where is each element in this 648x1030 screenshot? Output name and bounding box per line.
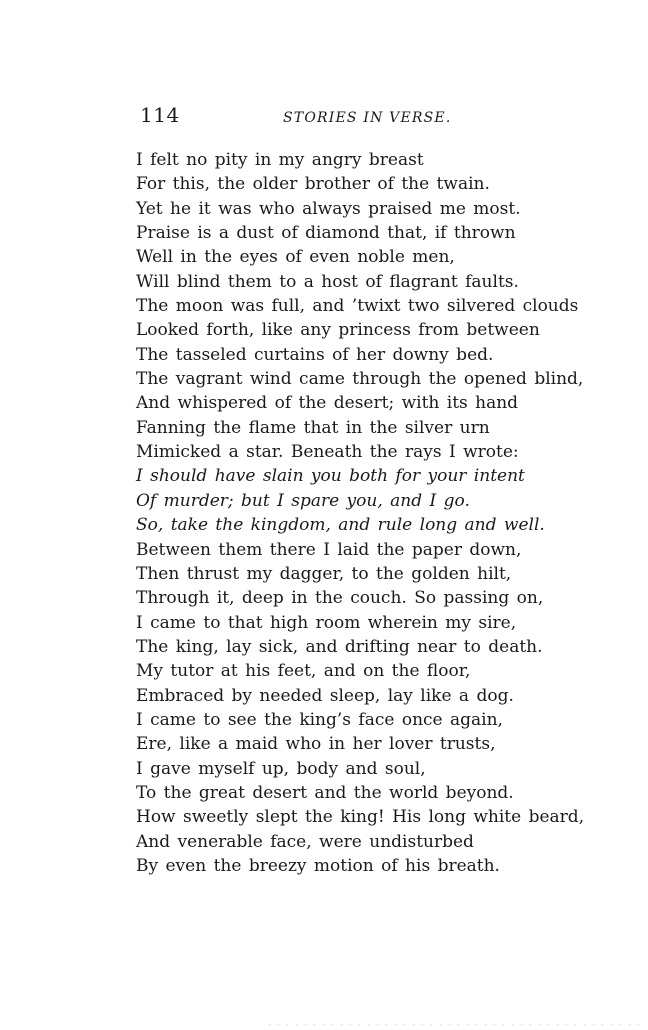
poem-body bbox=[136, 148, 606, 878]
poem-line: Fanning the flame that in the silver urn bbox=[136, 417, 490, 438]
poem-line: Through it, deep in the couch. So passing on, bbox=[136, 588, 544, 609]
poem-line: Praise is a dust of diamond that, if thrown bbox=[136, 223, 516, 244]
poem-line: I came to that high room wherein my sire, bbox=[136, 612, 517, 633]
poem-line: Ere, like a maid who in her lover trusts, bbox=[136, 734, 496, 755]
poem-line: And venerable face, were undisturbed bbox=[136, 831, 474, 852]
poem-line: Then thrust my dagger, to the golden hilt, bbox=[136, 563, 512, 584]
poem-line: I came to see the king’s face once again, bbox=[136, 709, 503, 730]
poem-line: Of murder; but I spare you, and I go. bbox=[136, 490, 470, 511]
poem-line: By even the breezy motion of his breath. bbox=[136, 855, 500, 876]
poem-line: I gave myself up, body and soul, bbox=[136, 758, 426, 779]
poem-line: The king, lay sick, and drifting near to death. bbox=[136, 636, 543, 657]
poem-line: The tasseled curtains of her downy bed. bbox=[136, 344, 494, 365]
page-header bbox=[140, 103, 470, 133]
poem-line: To the great desert and the world beyond. bbox=[136, 782, 514, 803]
poem-line: Mimicked a star. Beneath the rays I wrote: bbox=[136, 442, 519, 463]
poem-line: Will blind them to a host of flagrant faults. bbox=[136, 271, 519, 292]
poem-line: Between them there I laid the paper down, bbox=[136, 539, 522, 560]
poem-line: Looked forth, like any princess from between bbox=[136, 320, 540, 341]
page-number: 114 bbox=[140, 103, 180, 127]
poem-line: And whispered of the desert; with its hand bbox=[136, 393, 519, 414]
poem-line: Yet he it was who always praised me most. bbox=[136, 198, 521, 219]
poem-line: The vagrant wind came through the opened blind, bbox=[136, 369, 584, 390]
running-title: STORIES IN VERSE. bbox=[283, 110, 452, 126]
poem-line: I should have slain you both for your intent bbox=[136, 466, 525, 487]
poem-line: Embraced by needed sleep, lay like a dog. bbox=[136, 685, 514, 706]
poem-line: Well in the eyes of even noble men, bbox=[136, 247, 455, 268]
poem-line: My tutor at his feet, and on the floor, bbox=[136, 661, 471, 682]
scan-bleed-through bbox=[265, 1023, 645, 1026]
poem-line: For this, the older brother of the twain. bbox=[136, 174, 490, 195]
poem-line: How sweetly slept the king! His long white beard, bbox=[136, 807, 585, 828]
poem-line: So, take the kingdom, and rule long and well. bbox=[136, 515, 545, 536]
poem-line: I felt no pity in my angry breast bbox=[136, 150, 424, 170]
poem-line: The moon was full, and ’twixt two silvered clouds bbox=[136, 296, 579, 317]
